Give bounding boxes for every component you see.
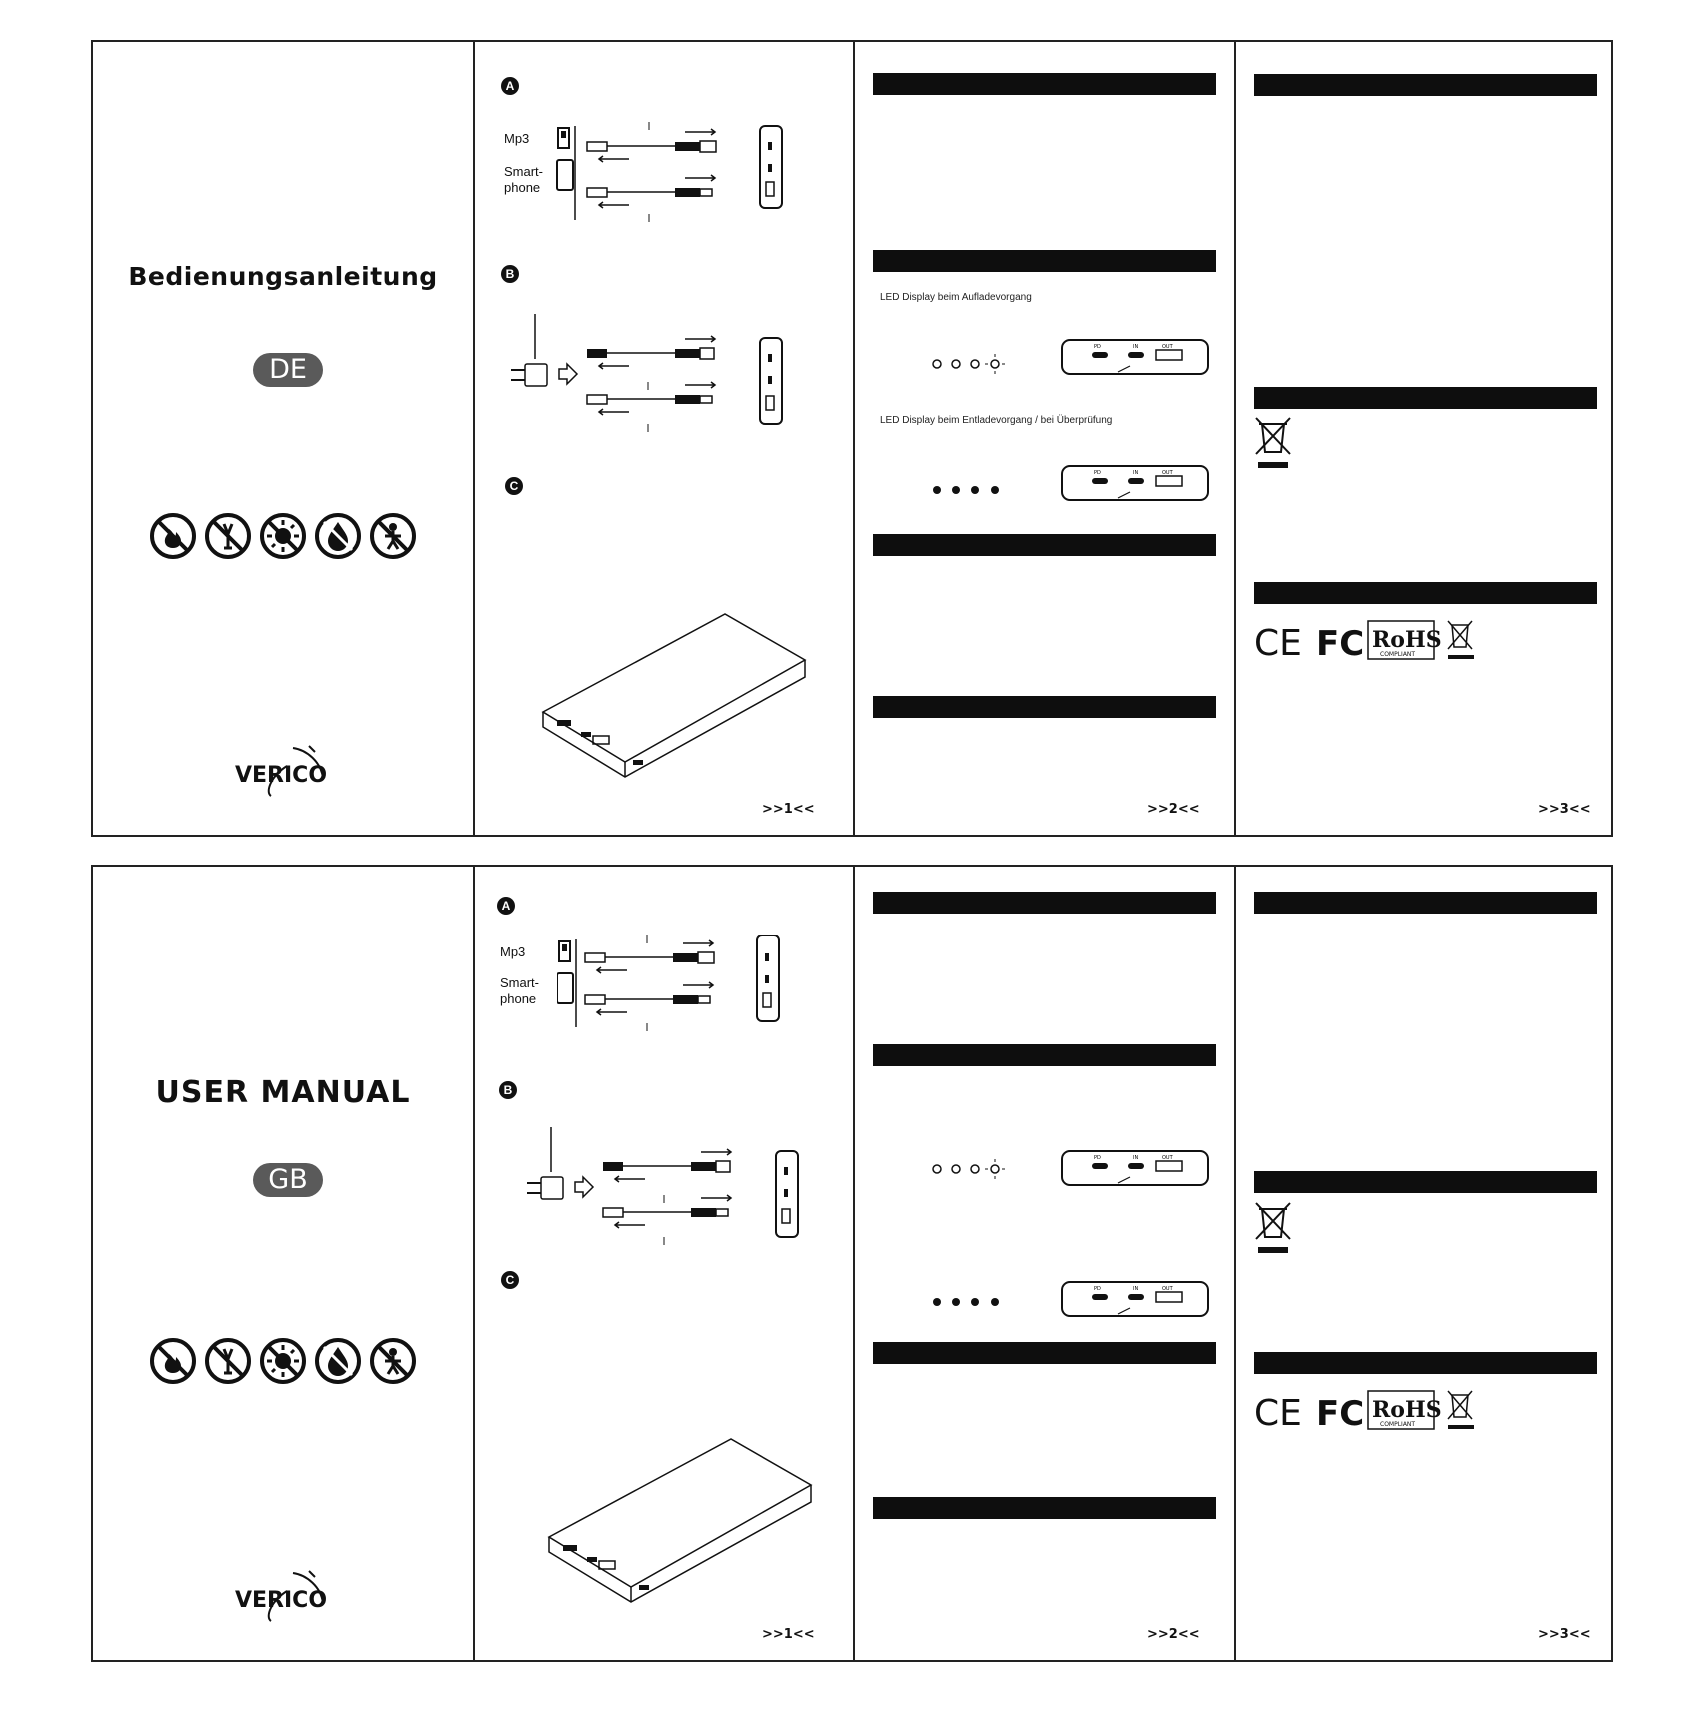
svg-text:PD: PD <box>1094 1155 1101 1161</box>
diagram-a-cables <box>557 935 797 1065</box>
smartphone-label-1: Smart- <box>500 975 539 990</box>
svg-text:IN: IN <box>1133 470 1139 476</box>
no-water-icon <box>314 512 362 560</box>
svg-text:OUT: OUT <box>1162 1286 1173 1292</box>
led-charging-caption: LED Display beim Aufladevorgang <box>880 292 1032 303</box>
led-panel-de <box>853 42 1234 835</box>
no-heat-icon <box>259 512 307 560</box>
diagram-a-cables <box>555 122 795 262</box>
cert-panel-de <box>1234 42 1615 835</box>
svg-text:PD: PD <box>1094 1286 1101 1292</box>
section-header-bar <box>873 73 1216 95</box>
svg-text:COMPLIANT: COMPLIANT <box>1380 1421 1416 1428</box>
section-header-bar <box>873 1044 1216 1066</box>
led-discharging-indicators <box>930 482 1010 498</box>
section-header-bar <box>1254 387 1597 409</box>
section-header-bar <box>1254 892 1597 914</box>
no-disassemble-icon <box>204 1337 252 1385</box>
section-header-bar <box>1254 74 1597 96</box>
svg-text:FC: FC <box>1316 1394 1365 1434</box>
svg-text:RoHS: RoHS <box>1372 627 1442 653</box>
powerbank-ports-charging <box>1060 338 1210 378</box>
mp3-label: Mp3 <box>500 944 526 959</box>
weee-bin-icon <box>1254 414 1294 470</box>
keep-from-children-icon <box>369 1337 417 1385</box>
svg-text:OUT: OUT <box>1162 344 1173 350</box>
no-heat-icon <box>259 1337 307 1385</box>
led-discharging-indicators <box>930 1294 1010 1310</box>
no-disassemble-icon <box>204 512 252 560</box>
page-number-3: >>3<< <box>1538 1627 1591 1642</box>
manual-sheet-de <box>91 40 1613 837</box>
led-charging-indicators <box>930 352 1010 376</box>
section-header-bar <box>873 534 1216 556</box>
no-fire-icon <box>149 1337 197 1385</box>
led-panel-gb <box>853 867 1234 1660</box>
svg-text:COMPLIANT: COMPLIANT <box>1380 651 1416 658</box>
led-discharging-caption: LED Display beim Entladevorgang / bei Überprüfung <box>880 415 1113 426</box>
svg-text:OUT: OUT <box>1162 470 1173 476</box>
svg-text:VERICO: VERICO <box>235 763 328 788</box>
label-c: C <box>501 1271 519 1289</box>
svg-text:PD: PD <box>1094 344 1101 350</box>
svg-text:PD: PD <box>1094 470 1101 476</box>
page-number-1: >>1<< <box>762 1627 815 1642</box>
diagram-b-charger <box>521 1127 821 1287</box>
powerbank-illustration <box>535 612 820 797</box>
section-header-bar <box>1254 1352 1597 1374</box>
certification-marks <box>1254 617 1484 667</box>
diagram-panel-de <box>473 42 853 835</box>
section-header-bar <box>873 892 1216 914</box>
no-fire-icon <box>149 512 197 560</box>
section-header-bar <box>873 1497 1216 1519</box>
powerbank-ports-charging <box>1060 1149 1210 1189</box>
cover-title-de: Bedienungsanleitung <box>128 262 438 291</box>
diagram-panel-gb <box>473 867 853 1660</box>
svg-text:IN: IN <box>1133 1155 1139 1161</box>
section-header-bar <box>873 696 1216 718</box>
section-header-bar <box>873 1342 1216 1364</box>
svg-text:RoHS: RoHS <box>1372 1397 1442 1423</box>
cover-panel-gb <box>93 867 473 1660</box>
label-b: B <box>499 1081 517 1099</box>
page-number-3: >>3<< <box>1538 802 1591 817</box>
label-c: C <box>505 477 523 495</box>
language-badge-gb: GB <box>253 1163 323 1197</box>
svg-text:CE: CE <box>1254 1393 1302 1434</box>
powerbank-ports-discharging <box>1060 1280 1210 1320</box>
page-number-2: >>2<< <box>1147 802 1200 817</box>
section-header-bar <box>1254 582 1597 604</box>
powerbank-illustration <box>541 1437 826 1622</box>
cert-panel-gb <box>1234 867 1615 1660</box>
svg-text:CE: CE <box>1254 623 1302 664</box>
verico-logo <box>231 1567 341 1627</box>
certification-marks <box>1254 1387 1484 1437</box>
svg-text:IN: IN <box>1133 1286 1139 1292</box>
language-badge-de: DE <box>253 353 323 387</box>
powerbank-ports-discharging <box>1060 464 1210 504</box>
section-header-bar <box>1254 1171 1597 1193</box>
manual-sheet-gb <box>91 865 1613 1662</box>
cover-title-gb: USER MANUAL <box>155 1075 411 1110</box>
svg-text:IN: IN <box>1133 344 1139 350</box>
warning-icons-row <box>149 1337 417 1385</box>
mp3-label: Mp3 <box>504 131 530 146</box>
smartphone-label-1: Smart- <box>504 164 543 179</box>
no-water-icon <box>314 1337 362 1385</box>
page-number-1: >>1<< <box>762 802 815 817</box>
smartphone-label-2: phone <box>500 991 537 1006</box>
label-b: B <box>501 265 519 283</box>
label-a: A <box>497 897 515 915</box>
svg-text:FC: FC <box>1316 624 1365 664</box>
led-charging-indicators <box>930 1157 1010 1181</box>
warning-icons-row <box>149 512 417 560</box>
verico-logo <box>231 742 341 802</box>
label-a: A <box>501 77 519 95</box>
section-header-bar <box>873 250 1216 272</box>
page-number-2: >>2<< <box>1147 1627 1200 1642</box>
diagram-b-charger <box>505 314 805 474</box>
smartphone-label-2: phone <box>504 180 541 195</box>
svg-text:OUT: OUT <box>1162 1155 1173 1161</box>
svg-text:VERICO: VERICO <box>235 1588 328 1613</box>
weee-bin-icon <box>1254 1199 1294 1255</box>
cover-panel-de <box>93 42 473 835</box>
keep-from-children-icon <box>369 512 417 560</box>
